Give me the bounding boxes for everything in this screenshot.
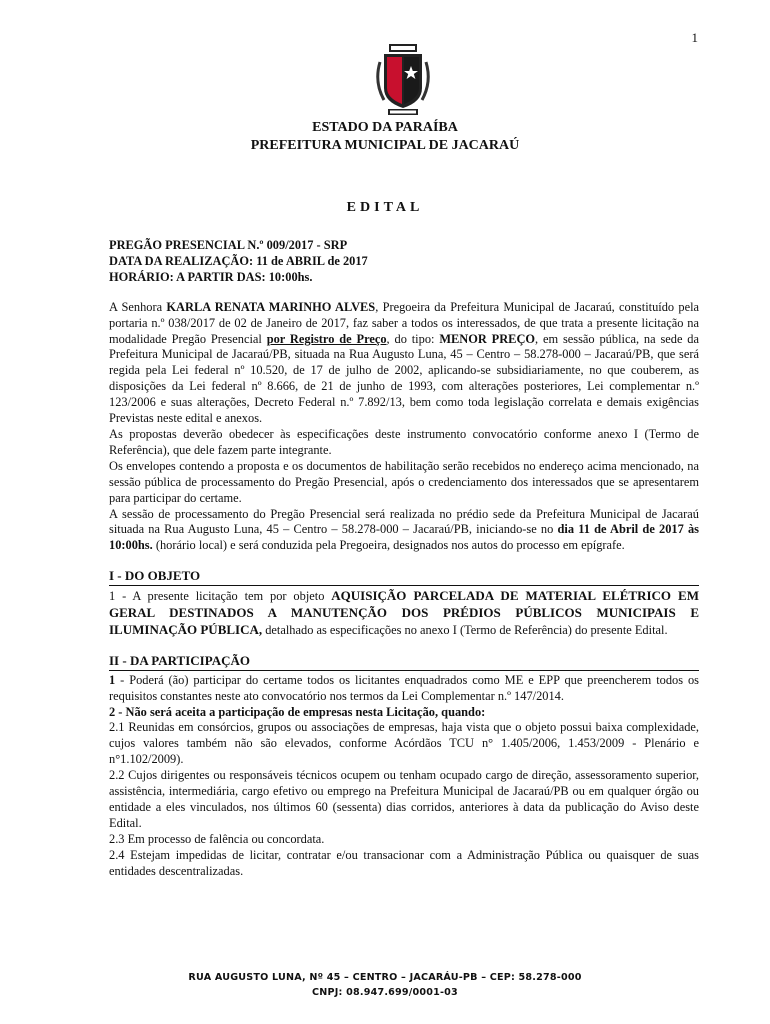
intro-paragraph: A Senhora KARLA RENATA MARINHO ALVES, Pregoeira da Prefeitura Municipal de Jacaraú, constituído pela portaria n.º 038/2017 de 02 de Janeiro de 2017, faz saber a todos os interessados, de que trata a presente licitação na modalidade Pregão Presencial por Registro de Preço, do tipo: MENOR PREÇO, em sessão pública, na sede da Prefeitura Municipal de Jacaraú/PB, situada na Rua Augusto Luna, 45 – Centro – 58.278-000 – Jacaraú/PB, que será regida pela Lei federal nº 10.520, de 17 de julho de 2002, aplicando-se subsidiariamente, no que couberem, as disposições da Lei federal nº 8.666, de 21 de junho de 1993, com alterações posteriores, Lei complementar n.º 123/2006 e suas alterações, Decreto Federal n.º 7.892/13, bem como toda legislação correlata e demais exigências Previstas neste edital e anexos. [109, 299, 700, 426]
participacao-item-2-3: 2.3 Em processo de falência ou concordata. [109, 831, 325, 846]
participacao-item-2-1: 2.1 Reunidas em consórcios, grupos ou associações de empresas, haja vista que o objeto possui baixa complexidade, cujos valores também não são elevados, conforme Acórdãos TCU n° 1.405/2006, 1.453/2009 - Plenário e n°1.102/2009). [109, 720, 699, 767]
participacao-item-2: 2 - Não será aceita a participação de empresas nesta Licitação, quando: [109, 704, 486, 719]
envelopes-paragraph: Os envelopes contendo a proposta e os documentos de habilitação serão recebidos no endereço acima mencionado, na sessão pública de processamento do Pregão Presencial, após o credenciamento dos interessados que se apresentarem para participar do certame. [109, 458, 699, 505]
objeto-paragraph: 1 - A presente licitação tem por objeto AQUISIÇÃO PARCELADA DE MATERIAL ELÉTRICO EM GERAL DESTINADOS A MANUTENÇÃO DOS PRÉDIOS PÚBLICOS MUNICIPAIS E ILUMINAÇÃO PÚBLICA, detalhado as especificações no anexo I (Termo de Referência) do presente Edital. [109, 588, 699, 637]
tipo-menor-preco: MENOR PREÇO [439, 331, 536, 346]
municipality-name: PREFEITURA MUNICIPAL DE JACARAÚ [250, 138, 520, 153]
state-name: ESTADO DA PARAÍBA [312, 120, 458, 135]
footer-address: RUA AUGUSTO LUNA, Nº 45 – CENTRO – JACARÁU-PB – CEP: 58.278-000 [188, 972, 582, 983]
document-body [109, 238, 699, 880]
participacao-item-2-2: 2.2 Cujos dirigentes ou responsáveis técnicos ocupem ou tenham ocupado cargo de direção, assessoramento superior, assistência, intermediária, cargo efetivo ou emprego na Prefeitura Municipal de Jacaraú/PB ou em qualquer órgão ou entidade a eles vinculados, nos últimos 60 (sessenta) dias corridos, anteriores à data da publicação do Aviso deste Edital. [109, 768, 699, 830]
session-paragraph: A sessão de processamento do Pregão Presencial será realizada no prédio sede da Prefeitura Municipal de Jacaraú situada na Rua Augusto Luna, 45 – Centro – 58.278-000 – Jacaraú/PB, iniciando-se no dia 11 de Abril de 2017 às 10:00hs. (horário local) e será conduzida pela Pregoeira, designados nos autos do processo em epígrafe. [109, 506, 699, 553]
section-participacao-title: II - DA PARTICIPAÇÃO [109, 653, 699, 671]
pregao-number: PREGÃO PRESENCIAL N.º 009/2017 - SRP [109, 238, 348, 252]
document-title: EDITAL [346, 200, 424, 215]
pregoeira-name: KARLA RENATA MARINHO ALVES [166, 299, 376, 314]
participacao-item-2-4: 2.4 Estejam impedidas de licitar, contratar e/ou transacionar com a Administração Pública ou quaisquer de suas entidades descentralizadas. [109, 847, 699, 878]
objeto-description: AQUISIÇÃO PARCELADA DE MATERIAL ELÉTRICO EM GERAL DESTINADOS A MANUTENÇÃO DOS PRÉDIOS PÚBLICOS MUNICIPAIS E ILUMINAÇÃO PÚBLICA, [109, 588, 699, 637]
footer-cnpj: CNPJ: 08.947.699/0001-03 [312, 987, 458, 998]
realization-date: DATA DA REALIZAÇÃO: 11 de ABRIL de 2017 [109, 253, 368, 268]
section-objeto-title: I - DO OBJETO [109, 568, 699, 586]
session-time: HORÁRIO: A PARTIR DAS: 10:00hs. [109, 269, 313, 284]
registro-preco: por Registro de Preço [266, 331, 387, 346]
participacao-item-1: 1 - Poderá (ão) participar do certame todos os licitantes enquadrados como ME e EPP que preencherem todos os requisitos constantes neste ato convocatório nos termos da Lei Complementar n.º 147/2014. [109, 672, 699, 703]
proposals-paragraph: As propostas deverão obedecer às especificações deste instrumento convocatório conforme anexo I (Termo de Referência), que dele fazem parte integrante. [109, 426, 699, 457]
page-number: 1 [691, 30, 698, 45]
session-date: dia 11 de Abril de 2017 às 10:00hs. [109, 522, 699, 553]
coat-of-arms-icon [372, 42, 434, 118]
